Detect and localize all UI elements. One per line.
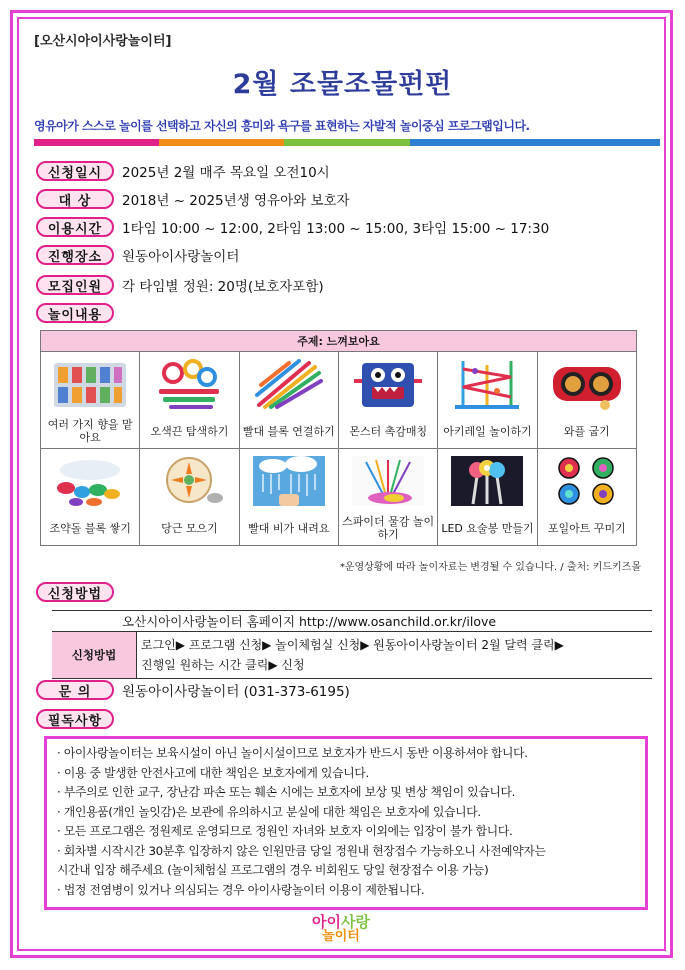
play-row bbox=[41, 449, 637, 546]
must-section-header bbox=[36, 707, 114, 731]
straw-blocks-icon bbox=[240, 352, 338, 414]
monster-box-icon bbox=[339, 352, 437, 414]
info-label: 이용시간 bbox=[36, 217, 114, 237]
foil-art-icon bbox=[538, 449, 636, 511]
info-label: 대 상 bbox=[36, 189, 114, 209]
play-item-label: 빨대 블록 연결하기 bbox=[242, 424, 335, 438]
carrot-game-icon bbox=[140, 449, 238, 511]
apply-row-label: 신청방법 bbox=[52, 632, 137, 678]
must-item: · 부주의로 인한 교구, 장난감 파손 또는 훼손 시에는 보호자에 보상 및 변상 책임이 있습니다. bbox=[57, 785, 516, 799]
play-item-label: 포일아트 꾸미기 bbox=[547, 521, 626, 535]
page-subtitle: 영유아가 스스로 놀이를 선택하고 자신의 흥미와 욕구를 표현하는 자발적 놀이중심 프로그램입니다. bbox=[34, 119, 530, 133]
must-item: · 아이사랑놀이터는 보육시설이 아닌 놀이시설이므로 보호자가 반드시 동반 이용하셔야 합니다. bbox=[57, 746, 528, 760]
play-row bbox=[41, 352, 637, 449]
info-value: 1타임 10:00 ~ 12:00, 2타임 13:00 ~ 15:00, 3타임 15:00 ~ 17:30 bbox=[122, 221, 550, 237]
play-item-label: LED 요술봉 만들기 bbox=[441, 521, 534, 535]
page-title: 2월 조물조물펀펀 bbox=[232, 69, 453, 100]
section-label: 필독사항 bbox=[36, 709, 114, 729]
play-item-label: 당근 모으기 bbox=[161, 521, 218, 535]
must-item: · 개인용품(개인 놀잇감)은 보관에 유의하시고 분실에 대한 책임은 보호자에 있습니다. bbox=[57, 804, 481, 819]
play-cell bbox=[438, 352, 537, 449]
contact-label: 문 의 bbox=[36, 680, 114, 700]
theme-row bbox=[41, 331, 637, 352]
section-label: 놀이내용 bbox=[36, 303, 114, 323]
play-note: *운영상황에 따라 놀이자료는 변경될 수 있습니다. / 출처: 키드키즈몰 bbox=[339, 562, 641, 573]
info-value: 원동아이사랑놀이터 bbox=[122, 249, 240, 265]
must-item: · 모든 프로그램은 정원제로 운영되므로 정원인 자녀와 보호자 이외에는 입장이 불가 합니다. bbox=[57, 824, 513, 838]
play-cell bbox=[140, 449, 239, 546]
color-bar-segment bbox=[34, 139, 159, 146]
play-item-label: 여러 가지 향을 맡아요 bbox=[47, 418, 133, 444]
must-item: · 회차별 시작시간 30분후 입장하지 않은 인원만큼 당일 정원내 현장접수 가능하오니 사전예약자는 bbox=[57, 843, 546, 858]
play-cell bbox=[338, 449, 437, 546]
must-read-box bbox=[44, 736, 648, 910]
logo-line: 아이사랑 bbox=[312, 913, 370, 931]
waffle-toy-icon bbox=[538, 352, 636, 414]
info-row-place bbox=[36, 243, 239, 267]
apply-box bbox=[52, 610, 652, 679]
info-row-time bbox=[36, 215, 549, 239]
apply-body bbox=[52, 632, 652, 679]
play-cell bbox=[438, 449, 537, 546]
play-item-label: 몬스터 촉감매칭 bbox=[349, 424, 428, 438]
info-label: 모집인원 bbox=[36, 275, 114, 295]
colored-rings-icon bbox=[140, 352, 238, 414]
scent-jars-icon bbox=[41, 352, 139, 414]
section-label: 신청방법 bbox=[36, 582, 114, 602]
contact-row bbox=[36, 678, 350, 702]
must-item: 시간내 입장 해주세요 (놀이체험실 프로그램의 경우 비회원도 당일 현장접수 이용 가능) bbox=[57, 863, 489, 877]
play-item-label: 빨대 비가 내려요 bbox=[248, 521, 330, 535]
info-row-date bbox=[36, 159, 330, 183]
straw-rain-icon bbox=[240, 449, 338, 511]
play-cell bbox=[140, 352, 239, 449]
apply-steps-line: 진행일 원하는 시간 클릭▶ 신청 bbox=[141, 658, 305, 672]
must-item: · 이용 중 발생한 안전사고에 대한 책임은 보호자에게 있습니다. bbox=[57, 765, 369, 780]
info-value: 각 타임별 정원: 20명(보호자포함) bbox=[122, 279, 324, 295]
play-section-header bbox=[36, 301, 114, 325]
info-value: 2025년 2월 매주 목요일 오전10시 bbox=[122, 165, 330, 181]
must-item: · 법정 전염병이 있거나 의심되는 경우 아이사랑놀이터 이용이 제한됩니다. bbox=[57, 882, 425, 897]
info-row-capacity bbox=[36, 273, 324, 297]
play-item-label: 스파이더 물감 놀이하기 bbox=[342, 515, 435, 541]
play-cell bbox=[41, 352, 140, 449]
brand-logo bbox=[286, 914, 396, 950]
play-cell bbox=[239, 449, 338, 546]
apply-url-line[interactable]: 오산시아이사랑놀이터 홈페이지 http://www.osanchild.or.kr/ilove bbox=[52, 610, 652, 632]
org-tag: [오산시아이사랑놀이터] bbox=[34, 34, 172, 49]
info-label: 진행장소 bbox=[36, 245, 114, 265]
play-item-label: 아키레일 놀이하기 bbox=[443, 424, 532, 438]
play-item-label: 와플 굽기 bbox=[563, 424, 610, 438]
info-value: 2018년 ~ 2025년생 영유아와 보호자 bbox=[122, 193, 350, 209]
play-cell bbox=[239, 352, 338, 449]
play-cell bbox=[41, 449, 140, 546]
play-cell bbox=[537, 449, 636, 546]
apply-steps-line: 로그인▶ 프로그램 신청▶ 놀이체험실 신청▶ 원동아이사랑놀이터 2월 달력 클릭▶ bbox=[141, 638, 564, 652]
play-cell bbox=[537, 352, 636, 449]
play-item-label: 조약돌 블록 쌓기 bbox=[49, 521, 131, 535]
logo-line: 놀이터 bbox=[322, 929, 360, 944]
color-bar-segment bbox=[535, 139, 660, 146]
info-label: 신청일시 bbox=[36, 161, 114, 181]
theme-cell: 주제: 느껴보아요 bbox=[41, 331, 637, 352]
color-bar-segment bbox=[159, 139, 284, 146]
color-bar-segment bbox=[410, 139, 535, 146]
contact-value: 원동아이사랑놀이터 (031-373-6195) bbox=[122, 684, 350, 700]
apply-steps bbox=[137, 632, 652, 678]
play-cell bbox=[338, 352, 437, 449]
marble-rail-icon bbox=[438, 352, 536, 414]
spider-paint-icon bbox=[339, 449, 437, 511]
play-table bbox=[40, 330, 637, 546]
led-wand-icon bbox=[438, 449, 536, 511]
play-item-label: 오색끈 탐색하기 bbox=[150, 424, 229, 438]
color-bar bbox=[34, 139, 660, 146]
info-row-target bbox=[36, 187, 350, 211]
apply-section-header bbox=[36, 580, 114, 604]
color-bar-segment bbox=[284, 139, 409, 146]
pebble-blocks-icon bbox=[41, 449, 139, 511]
